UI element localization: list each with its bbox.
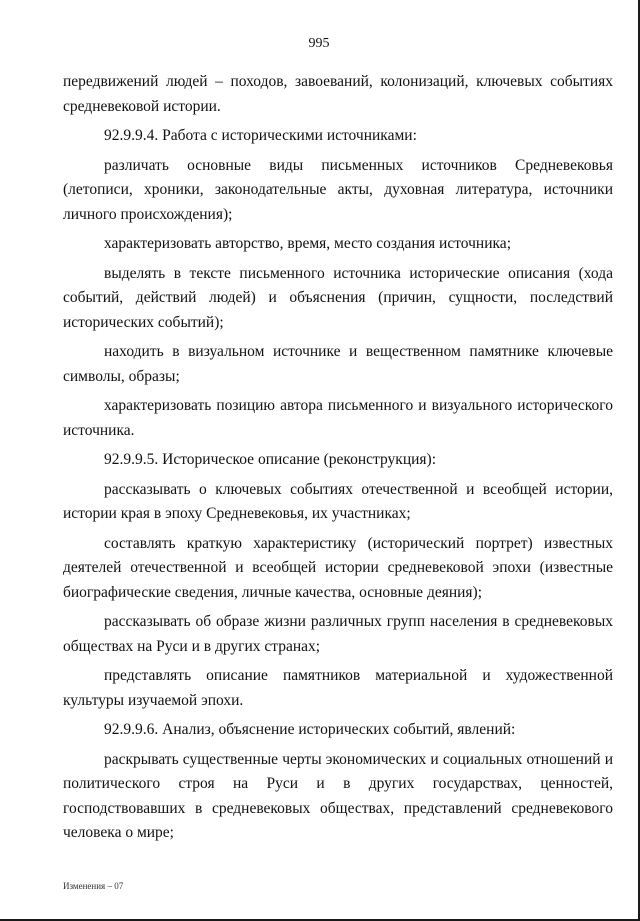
document-body — [63, 70, 613, 851]
paragraph: передвижений людей – походов, завоеваний, колонизаций, ключевых событиях средневековой истории. — [63, 73, 613, 115]
paragraph: характеризовать позицию автора письменного и визуального исторического источника. — [63, 397, 613, 439]
footer-revision-note: Изменения – 07 — [63, 881, 124, 891]
paragraph: раскрывать существенные черты экономических и социальных отношений и политического строя на Руси и в других государствах, ценностей, господствовавших в средневековых обществах, представлений средневекового человека о мире; — [63, 750, 613, 841]
paragraph: характеризовать авторство, время, место создания источника; — [104, 235, 511, 252]
section-heading: 92.9.9.4. Работа с историческими источниками: — [104, 127, 417, 144]
paragraph: различать основные виды письменных источников Средневековья (летописи, хроники, законодательные акты, духовная литература, источники личного происхождения); — [63, 156, 613, 223]
section-heading: 92.9.9.6. Анализ, объяснение исторических событий, явлений: — [104, 721, 516, 738]
paragraph: составлять краткую характеристику (исторический портрет) известных деятелей отечественной и всеобщей истории средневековой эпохи (известные биографические сведения, личные качества, основные деяния); — [63, 534, 613, 601]
paragraph: находить в визуальном источнике и вещественном памятнике ключевые символы, образы; — [63, 343, 613, 385]
paragraph: представлять описание памятников материальной и художественной культуры изучаемой эпохи. — [63, 667, 613, 709]
paragraph: рассказывать о ключевых событиях отечественной и всеобщей истории, истории края в эпоху Средневековья, их участниках; — [63, 480, 613, 522]
page-number: 995 — [308, 36, 330, 51]
section-heading: 92.9.9.5. Историческое описание (реконструкция): — [104, 451, 437, 468]
paragraph: рассказывать об образе жизни различных групп населения в средневековых обществах на Руси и в других странах; — [63, 613, 613, 655]
paragraph: выделять в тексте письменного источника исторические описания (хода событий, действий людей) и объяснения (причин, сущности, последствий исторических событий); — [63, 264, 613, 331]
